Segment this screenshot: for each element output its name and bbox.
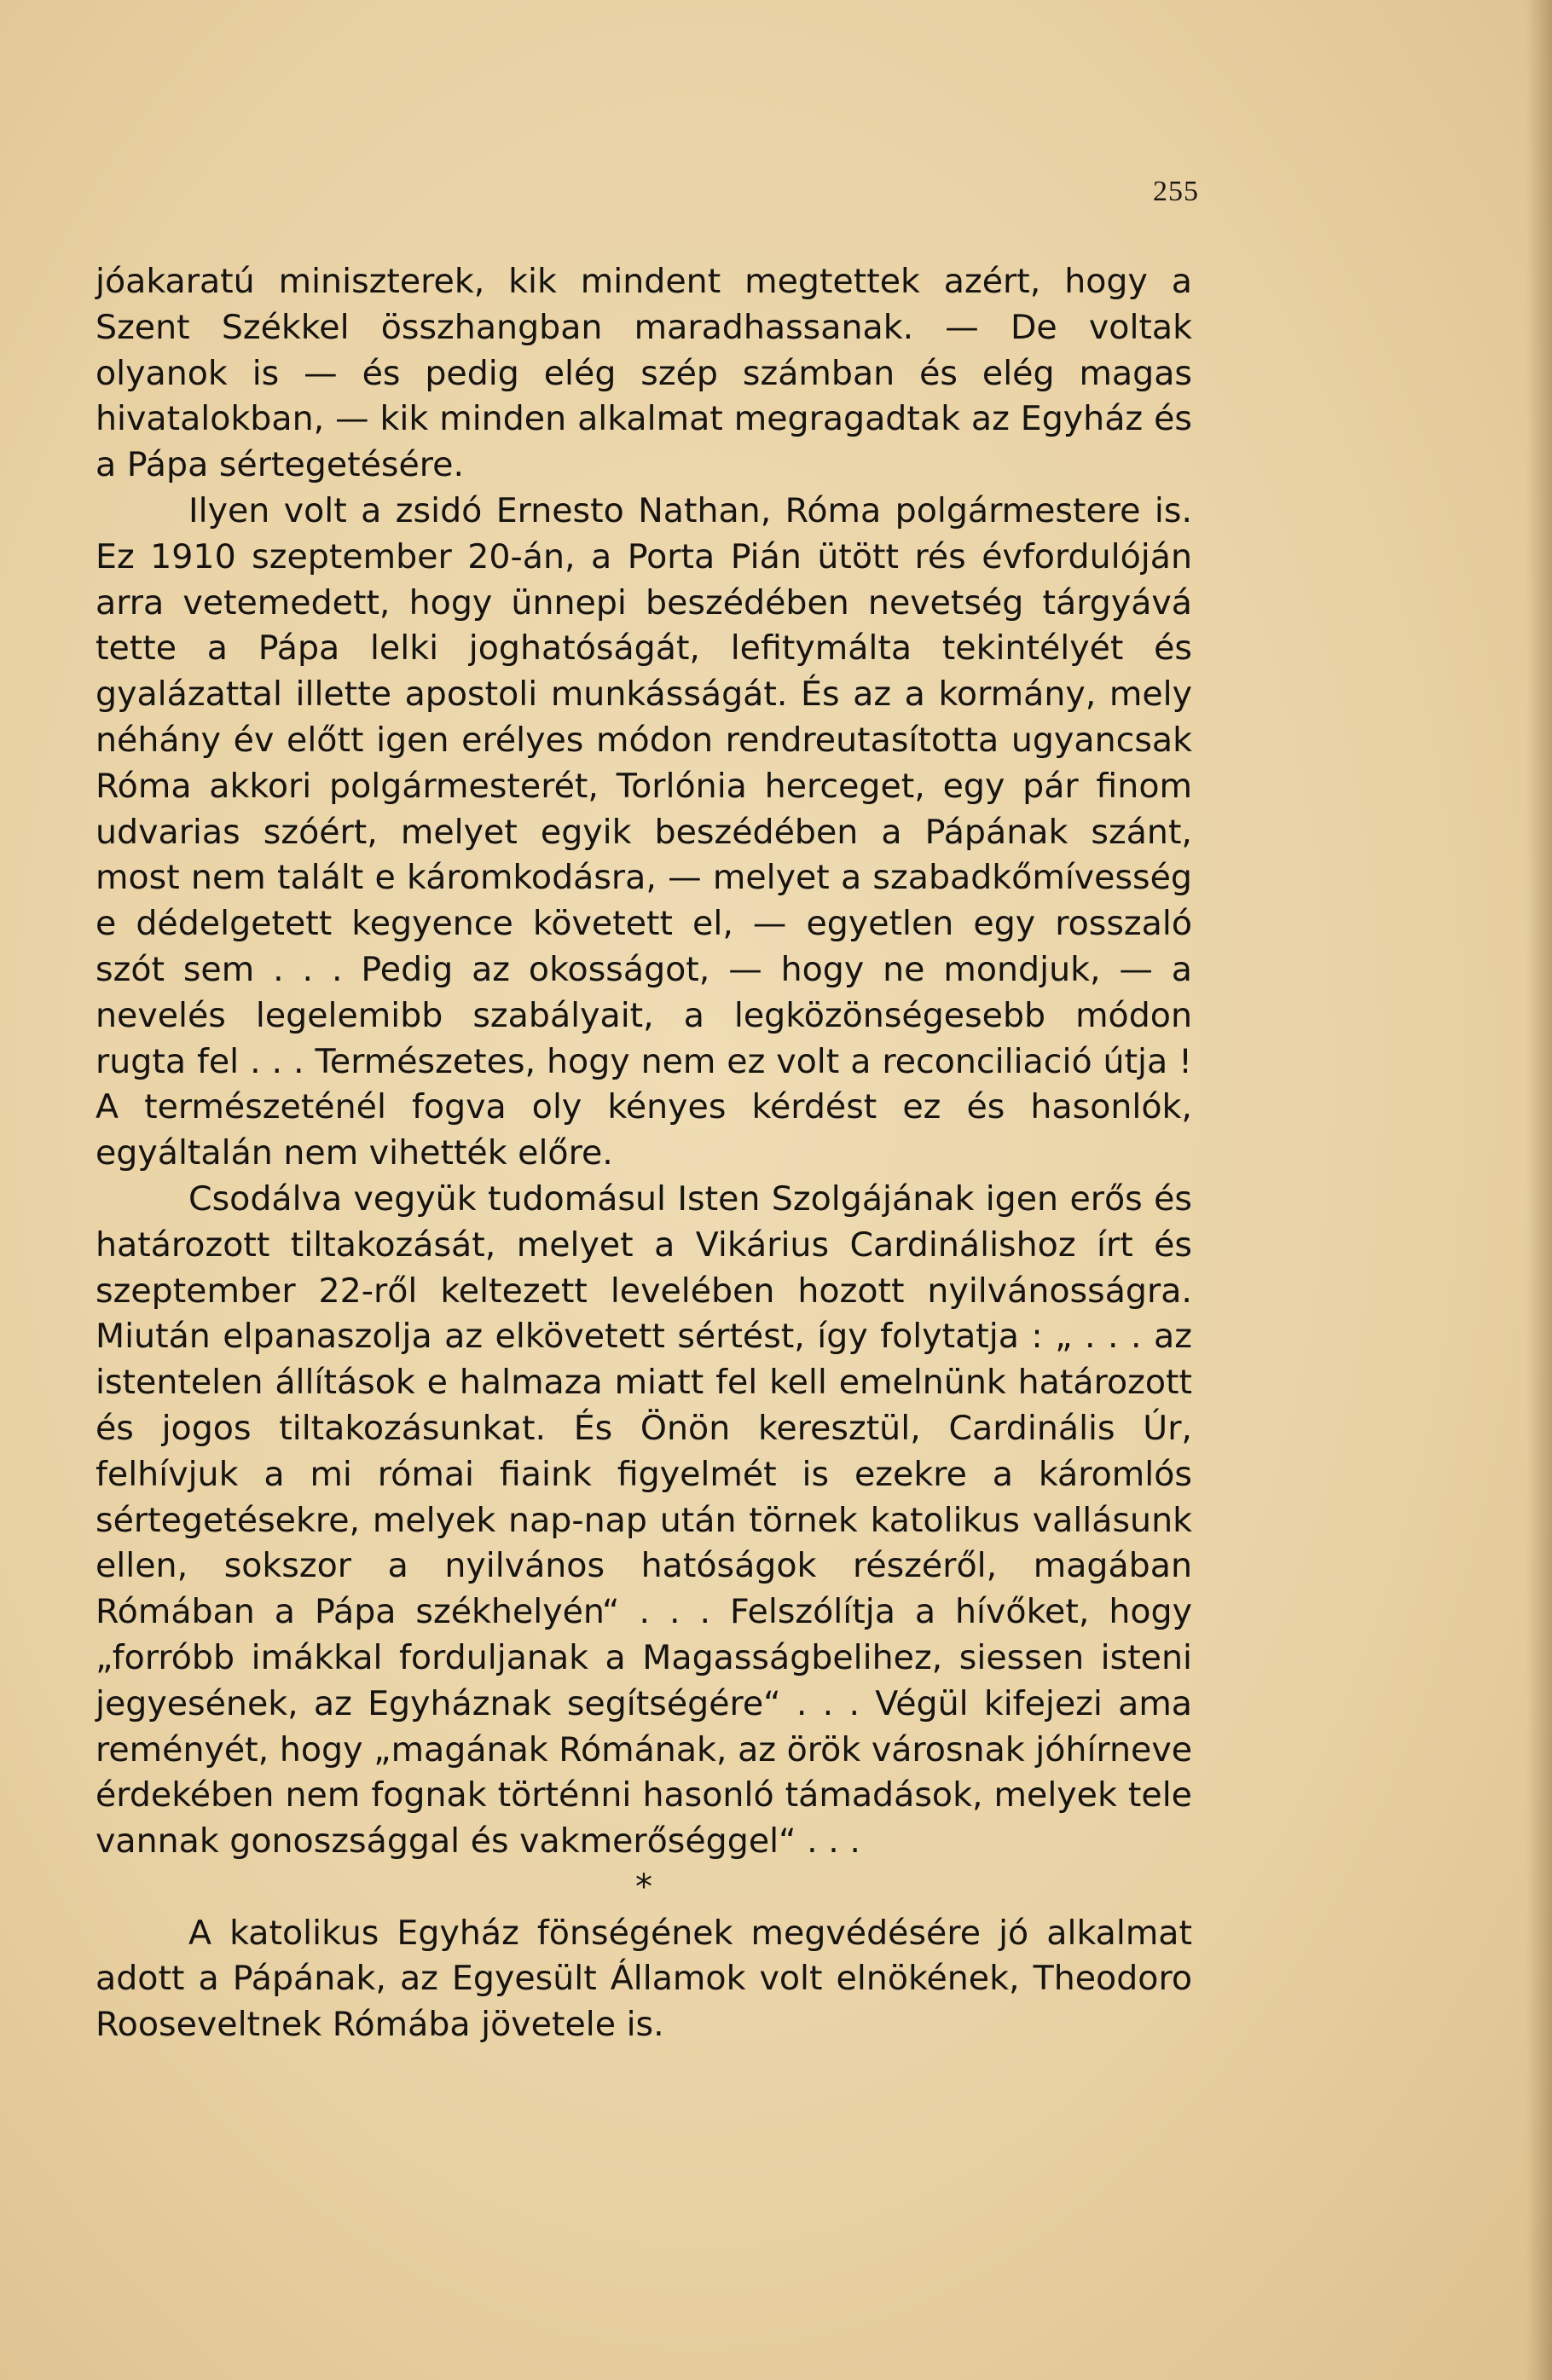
- paragraph-nathan: Ilyen volt a zsidó Ernesto Nathan, Róma polgármestere is. Ez 1910 szeptember 20-án, a Porta Pián ütött rés évfordulóján arra vetemedett, hogy ünnepi beszédében nevetség tárgyává tette a Pápa lelki joghatóságát, lefitymálta tekintélyét és gyalázattal illette apostoli munkásságát. És az a kormány, mely néhány év előtt igen erélyes módon rendreutasította ugyancsak Róma akkori polgármesterét, Torlónia herceget, egy pár finom udvarias szóért, melyet egyik beszédében a Pápának szánt, most nem talált e káromkodásra, — melyet a szabadkőmívesség e dédelgetett kegyence követett el, — egyetlen egy rosszaló szót sem . . . Pedig az okosságot, — hogy ne mondjuk, — a nevelés legelemibb szabályait, a legközönségesebb módon rugta fel . . . Természetes, hogy nem ez volt a reconciliació útja ! A természeténél fogva oly kényes kérdést ez és hasonlók, egyáltalán nem vihették előre.: [96, 490, 1192, 1173]
- paragraph-protest: Csodálva vegyük tudomásul Isten Szolgájának igen erős és határozott tiltakozását, melyet a Vikárius Cardinálishoz írt és szeptember 22-ről keltezett levelében hozott nyilvánosságra. Miután elpanaszolja az elkövetett sértést, így folytatja : „ . . . az istentelen állítások e halmaza miatt fel kell emelnünk határozott és jogos tiltakozásunkat. És Önön keresztül, Cardinális Úr, felhívjuk a mi római fiaink figyelmét is ezekre a káromlós sértegetésekre, melyek nap-nap után törnek katolikus vallásunk ellen, sokszor a nyilvános hatóságok részéről, magában Rómában a Pápa székhelyén“ . . . Felszólítja a hívőket, hogy „forróbb imákkal forduljanak a Magasságbelihez, siessen isteni jegyesének, az Egyháznak segítségére“ . . . Végül kifejezi ama reményét, hogy „magának Rómának, az örök városnak jóhírneve érdekében nem fognak történni hasonló támadások, melyek tele vannak gonoszsággal és vakmerőséggel“ . . .: [96, 1178, 1192, 1862]
- body-text: [96, 259, 1192, 2048]
- page-number: 255: [1153, 176, 1199, 207]
- paragraph-continuation: jóakaratú miniszterek, kik mindent megtettek azért, hogy a Szent Székkel összhangban maradhassanak. — De voltak olyanok is — és pedig elég szép számban és elég magas hivatalokban, — kik minden alkalmat megragadtak az Egyház és a Pápa sértegetésére.: [96, 262, 1192, 485]
- section-separator: *: [635, 1867, 652, 1907]
- paragraph-roosevelt: A katolikus Egyház fönségének megvédésére jó alkalmat adott a Pápának, az Egyesült Államok volt elnökének, Theodoro Rooseveltnek Rómába jövetele is.: [96, 1913, 1192, 2045]
